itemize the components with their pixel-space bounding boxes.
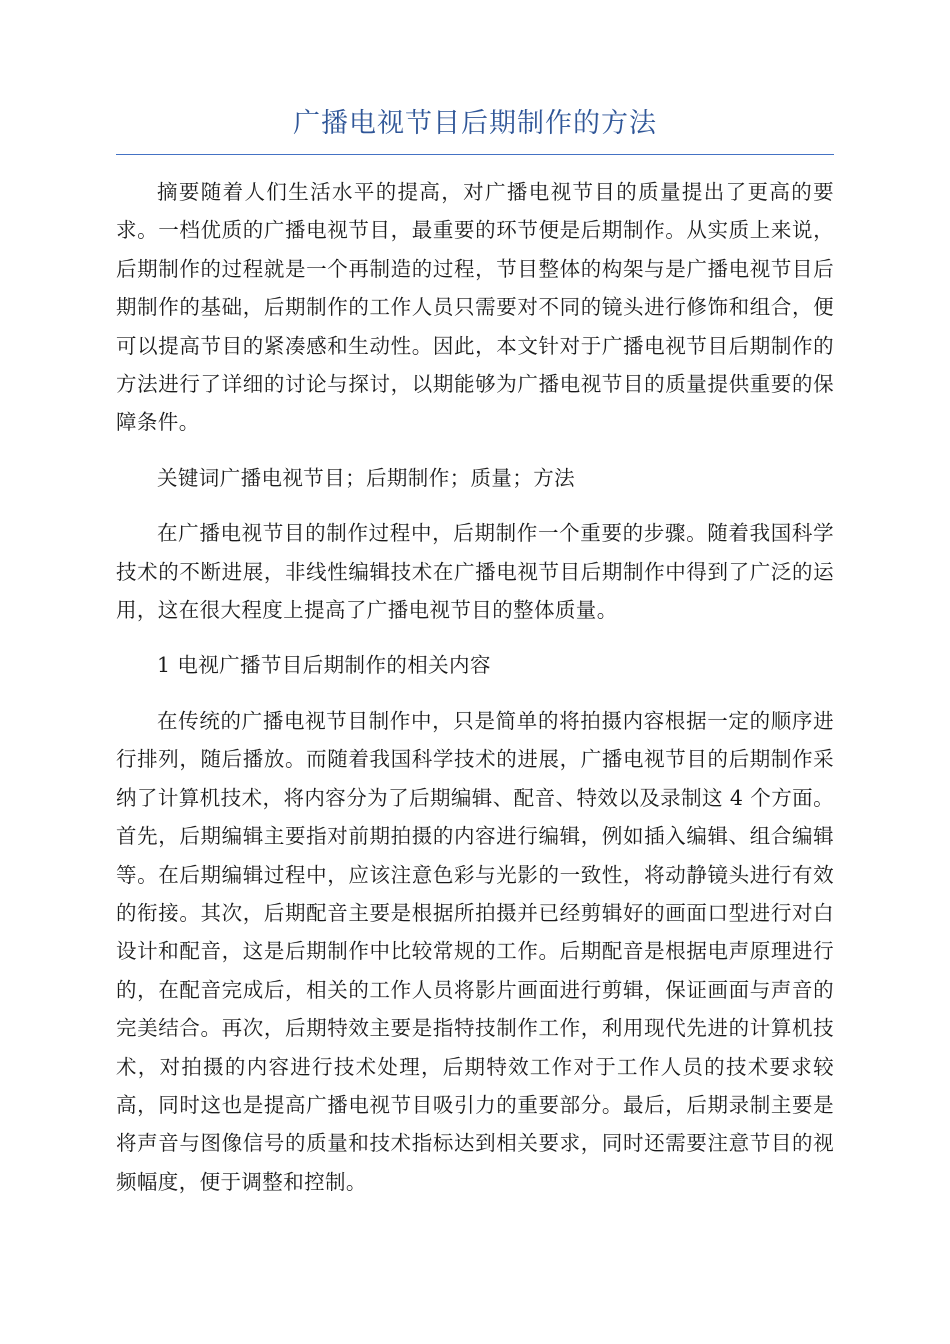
document-page <box>116 100 834 1218</box>
section-heading: 1 电视广播节目后期制作的相关内容 <box>157 653 491 678</box>
section-paragraph: 在传统的广播电视节目制作中，只是简单的将拍摄内容根据一定的顺序进行排列，随后播放。而随着我国科学技术的进展，广播电视节目的后期制作采纳了计算机技术，将内容分为了后期编辑、配音、特效以及录制这 4 个方面。首先，后期编辑主要指对前期拍摄的内容进行编辑，例如插入编辑、组合编辑等。在后期编辑过程中，应该注意色彩与光影的一致性，将动静镜头进行有效的衔接。其次，后期配音主要是根据所拍摄并已经剪辑好的画面口型进行对白设计和配音，这是后期制作中比较常规的工作。后期配音是根据电声原理进行的，在配音完成后，相关的工作人员将影片画面进行剪辑，保证画面与声音的完美结合。再次，后期特效主要是指特技制作工作，利用现代先进的计算机技术，对拍摄的内容进行技术处理，后期特效工作对于工作人员的技术要求较高，同时这也是提高广播电视节目吸引力的重要部分。最后，后期录制主要是将声音与图像信号的质量和技术指标达到相关要求，同时还需要注意节目的视频幅度，便于调整和控制。 <box>116 708 834 1194</box>
title-underline <box>116 154 834 155</box>
abstract-paragraph: 摘要随着人们生活水平的提高，对广播电视节目的质量提出了更高的要求。一档优质的广播电视节目，最重要的环节便是后期制作。从实质上来说，后期制作的过程就是一个再制造的过程，节目整体的构架与是广播电视节目后期制作的基础，后期制作的工作人员只需要对不同的镜头进行修饰和组合，便可以提高节目的紧凑感和生动性。因此，本文针对于广播电视节目后期制作的方法进行了详细的讨论与探讨，以期能够为广播电视节目的质量提供重要的保障条件。 <box>116 180 834 435</box>
document-title: 广播电视节目后期制作的方法 <box>293 108 657 139</box>
document-body <box>116 173 834 1201</box>
intro-paragraph: 在广播电视节目的制作过程中，后期制作一个重要的步骤。随着我国科学技术的不断进展，非线性编辑技术在广播电视节目后期制作中得到了广泛的运用，这在很大程度上提高了广播电视节目的整体质量。 <box>116 521 834 623</box>
keywords-paragraph: 关键词广播电视节目；后期制作；质量；方法 <box>157 465 575 490</box>
